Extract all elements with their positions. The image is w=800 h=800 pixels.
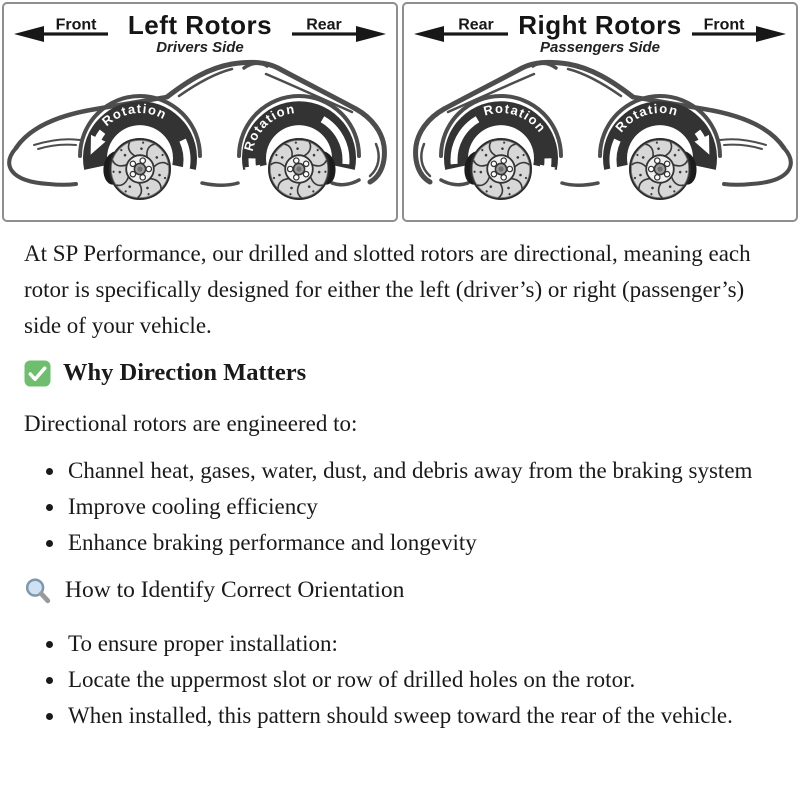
rotor-direction-diagram	[0, 0, 800, 222]
orientation-steps-list	[24, 626, 768, 734]
list-item: • Channel heat, gases, water, dust, and debris away from the braking system	[66, 453, 768, 489]
right-car-illustration	[404, 52, 796, 222]
panel-title: Left Rotors	[127, 10, 273, 40]
section-heading-why-direction-matters	[24, 356, 770, 390]
front-label: Front	[703, 16, 745, 34]
front-left-arrow-icon	[14, 14, 110, 44]
section-heading-how-to-identify	[24, 573, 770, 607]
left-panel-titles	[110, 12, 290, 56]
intro-paragraph: At SP Performance, our drilled and slotted rotors are directional, meaning each rotor is specifically designed for either the left (driver’s) or right (passenger’s) side of your vehicle.	[24, 241, 751, 338]
check-mark-icon	[24, 360, 51, 387]
section-heading-text: Why Direction Matters	[63, 359, 307, 386]
left-rotors-panel	[2, 2, 398, 222]
panel-title: Right Rotors	[518, 10, 682, 40]
rear-label: Rear	[306, 16, 342, 34]
left-car-illustration	[4, 52, 396, 222]
list-item: • Locate the uppermost slot or row of drilled holes on the rotor.	[66, 662, 768, 698]
panel-subtitle: Passengers Side	[539, 39, 661, 57]
list-item: • To ensure proper installation:	[66, 626, 768, 662]
rear-left-arrow-icon	[414, 14, 510, 44]
list-item: • When installed, this pattern should sweep toward the rear of the vehicle.	[66, 698, 768, 734]
right-panel-titles	[510, 12, 690, 56]
lead-paragraph: Directional rotors are engineered to:	[24, 411, 358, 436]
list-item: • Improve cooling efficiency	[66, 489, 768, 525]
right-panel-header	[404, 4, 796, 57]
article	[0, 222, 800, 734]
section-heading-text: How to Identify Correct Orientation	[65, 577, 405, 603]
benefits-list	[24, 453, 768, 561]
magnifying-glass-icon	[24, 577, 53, 606]
front-right-arrow-icon	[690, 14, 786, 44]
rear-right-arrow-icon	[290, 14, 386, 44]
front-label: Front	[55, 16, 97, 34]
left-panel-header	[4, 4, 396, 57]
panel-subtitle: Drivers Side	[156, 39, 244, 57]
list-item: • Enhance braking performance and longevity	[66, 525, 768, 561]
right-rotors-panel	[402, 2, 798, 222]
rear-label: Rear	[458, 16, 494, 34]
